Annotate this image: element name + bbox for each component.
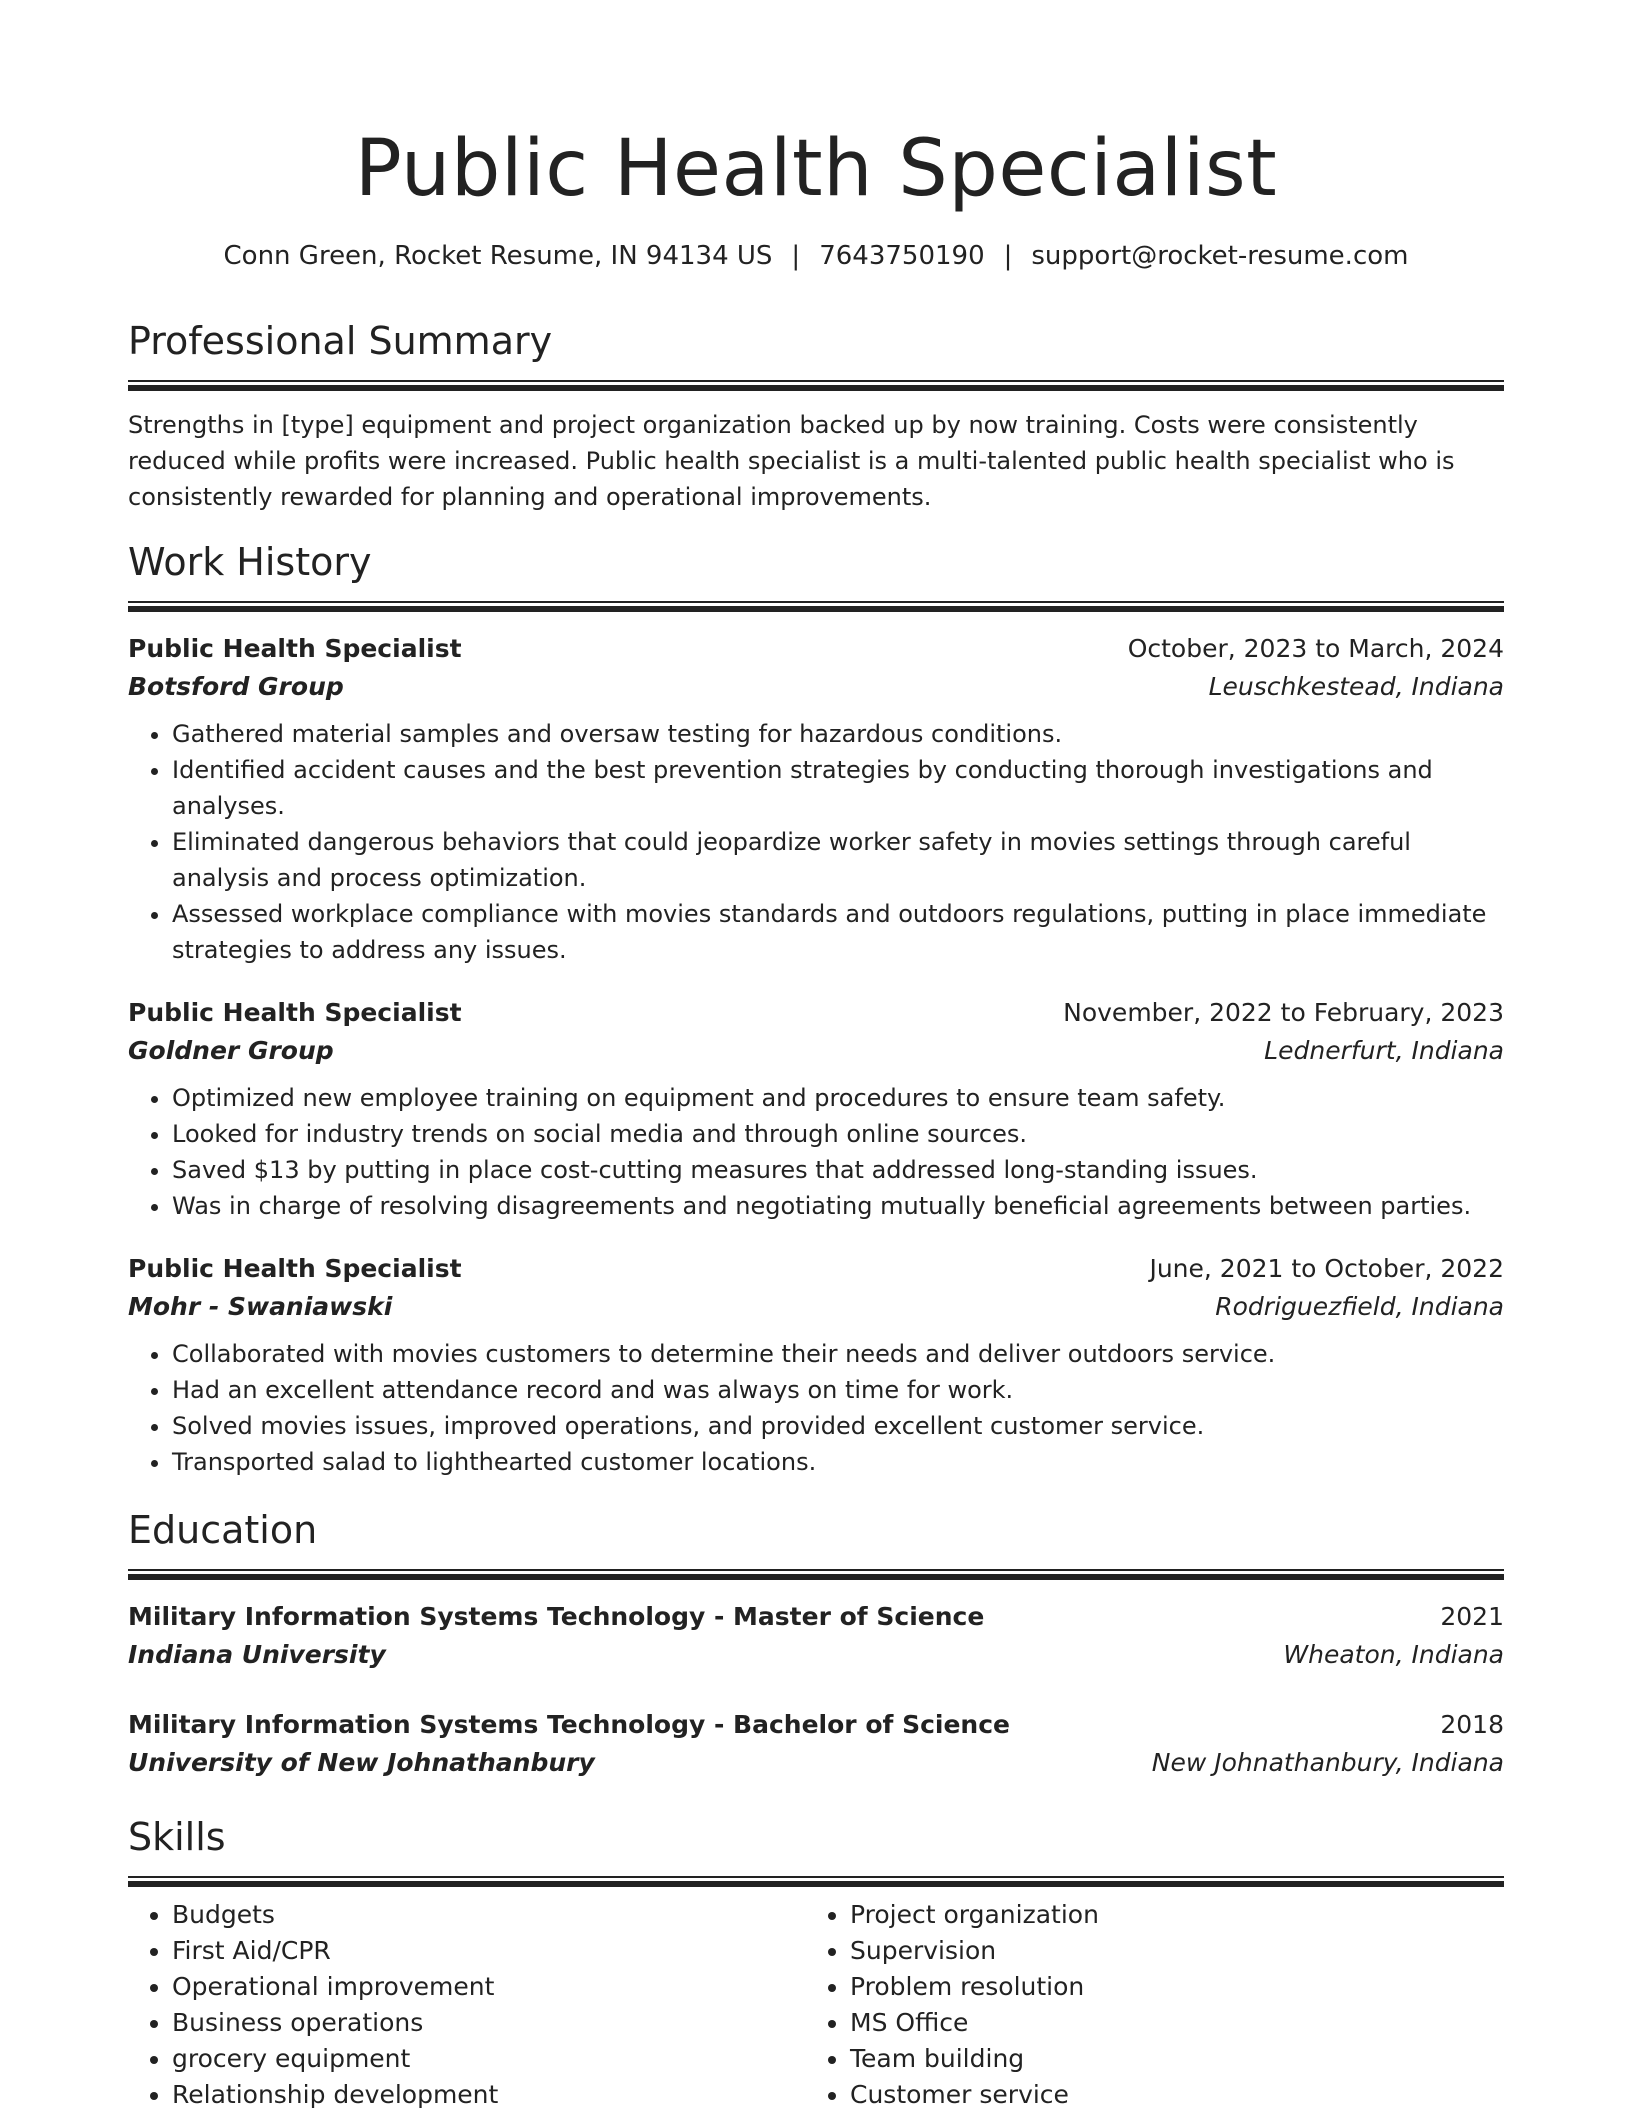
skill-item: • Relationship development: [172, 2077, 806, 2113]
section-rule: [128, 1569, 1504, 1580]
education-location: New Johnathanbury, Indiana: [1151, 1748, 1504, 1777]
list-item: • Identified accident causes and the best prevention strategies by conducting thorough investigations and analyses.: [172, 752, 1504, 824]
skills-list-left: [128, 1897, 806, 2113]
job-location: Rodriguezfield, Indiana: [1215, 1292, 1504, 1321]
job-company: Mohr - Swaniawski: [128, 1292, 393, 1321]
contact-email: support@rocket-resume.com: [1031, 241, 1409, 271]
education-year: 2021: [1440, 1602, 1504, 1631]
list-item: • Had an excellent attendance record and was always on time for work.: [172, 1372, 1504, 1408]
skills-section: [128, 1812, 1504, 2113]
skill-item: • Problem resolution: [850, 1969, 1484, 2005]
list-item: • Eliminated dangerous behaviors that could jeopardize worker safety in movies settings through careful analysis and process optimization.: [172, 824, 1504, 896]
list-item: • Collaborated with movies customers to determine their needs and deliver outdoors service.: [172, 1336, 1504, 1372]
job-dates: November, 2022 to February, 2023: [1063, 998, 1504, 1027]
skill-item: • Budgets: [172, 1897, 806, 1933]
skill-item: • First Aid/CPR: [172, 1933, 806, 1969]
summary-section: [128, 316, 1504, 515]
contact-phone: 7643750190: [819, 241, 985, 271]
skill-item: • Project organization: [850, 1897, 1484, 1933]
list-item: • Solved movies issues, improved operations, and provided excellent customer service.: [172, 1408, 1504, 1444]
list-item: • Assessed workplace compliance with movies standards and outdoors regulations, putting in place immediate strategies to address any issues.: [172, 896, 1504, 968]
skill-item: • Team building: [850, 2041, 1484, 2077]
list-item: • Saved $13 by putting in place cost-cutting measures that addressed long-standing issues.: [172, 1152, 1504, 1188]
job-title: Public Health Specialist: [128, 998, 462, 1027]
list-item: • Optimized new employee training on equipment and procedures to ensure team safety.: [172, 1080, 1504, 1116]
job-dates: October, 2023 to March, 2024: [1127, 634, 1504, 663]
section-heading-work-history: Work History: [128, 540, 372, 584]
education-school: University of New Johnathanbury: [128, 1748, 595, 1777]
education-degree: Military Information Systems Technology - Bachelor of Science: [128, 1710, 1011, 1739]
skill-item: • Operational improvement: [172, 1969, 806, 2005]
job-dates: June, 2021 to October, 2022: [1149, 1254, 1504, 1283]
job-title: Public Health Specialist: [128, 1254, 462, 1283]
education-year: 2018: [1440, 1710, 1504, 1739]
skills-columns: [128, 1897, 1504, 2113]
skill-item: • Supervision: [850, 1933, 1484, 1969]
work-history-section: [128, 537, 1504, 1480]
education-degree: Military Information Systems Technology - Master of Science: [128, 1602, 985, 1631]
job-entry: [128, 1250, 1504, 1480]
education-entry: [128, 1598, 1504, 1674]
job-bullets: [128, 716, 1504, 968]
job-company: Goldner Group: [128, 1036, 334, 1065]
skill-item: • grocery equipment: [172, 2041, 806, 2077]
contact-separator: |: [1003, 241, 1013, 271]
education-entry: [128, 1706, 1504, 1782]
list-item: • Transported salad to lighthearted customer locations.: [172, 1444, 1504, 1480]
job-location: Leuschkestead, Indiana: [1208, 672, 1504, 701]
job-location: Lednerfurt, Indiana: [1264, 1036, 1504, 1065]
education-location: Wheaton, Indiana: [1283, 1640, 1504, 1669]
summary-text: Strengths in [type] equipment and project organization backed up by now training. Costs were consistently reduced while profits were increased. Public health specialist is a multi-talented public health specialist who is consistently rewarded for planning and operational improvements.: [128, 411, 1455, 511]
list-item: • Gathered material samples and oversaw testing for hazardous conditions.: [172, 716, 1504, 752]
job-entry: [128, 994, 1504, 1224]
section-rule: [128, 601, 1504, 612]
education-school: Indiana University: [128, 1640, 386, 1669]
skill-item: • MS Office: [850, 2005, 1484, 2041]
section-rule: [128, 380, 1504, 391]
section-heading-summary: Professional Summary: [128, 319, 553, 363]
job-title: Public Health Specialist: [128, 634, 462, 663]
section-rule: [128, 1876, 1504, 1887]
section-heading-skills: Skills: [128, 1815, 226, 1859]
skill-item: • Customer service: [850, 2077, 1484, 2113]
job-company: Botsford Group: [128, 672, 344, 701]
skills-list-right: [806, 1897, 1484, 2113]
skill-item: • Business operations: [172, 2005, 806, 2041]
resume-title: Public Health Specialist: [354, 124, 1278, 214]
list-item: • Was in charge of resolving disagreements and negotiating mutually beneficial agreements between parties.: [172, 1188, 1504, 1224]
contact-separator: |: [791, 241, 801, 271]
contact-line: [128, 238, 1504, 274]
education-section: [128, 1505, 1504, 1782]
section-heading-education: Education: [128, 1508, 318, 1552]
contact-address: Conn Green, Rocket Resume, IN 94134 US: [223, 241, 773, 271]
job-bullets: [128, 1336, 1504, 1480]
job-bullets: [128, 1080, 1504, 1224]
list-item: • Looked for industry trends on social media and through online sources.: [172, 1116, 1504, 1152]
job-entry: [128, 630, 1504, 968]
